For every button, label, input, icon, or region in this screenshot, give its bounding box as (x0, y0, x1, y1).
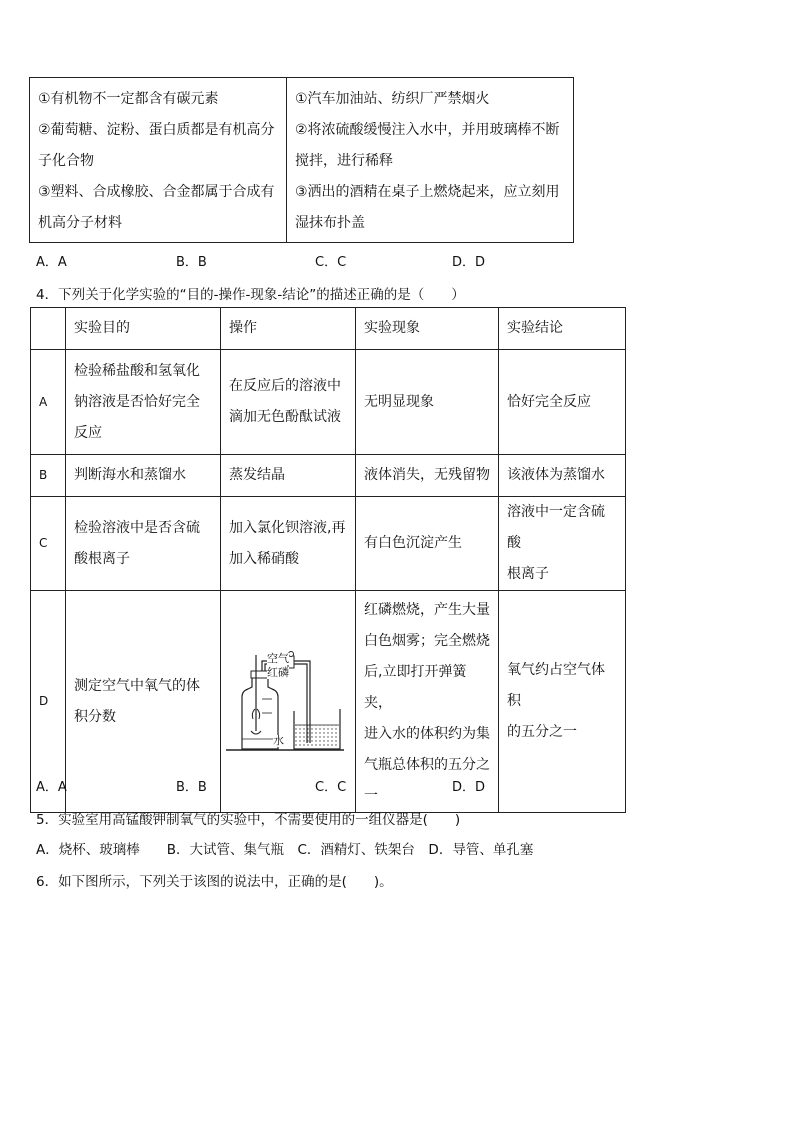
experiment-table (30, 307, 626, 813)
label-red-phosphorus: 红磷 (267, 665, 289, 679)
header-conclusion: 实验结论 (499, 308, 626, 350)
table-row (31, 497, 626, 591)
q4-stem: 4．下列关于化学实验的“目的-操作-现象-结论”的描述正确的是（ ） (36, 287, 465, 303)
flame-icon (252, 709, 255, 719)
statement-line: ①有机物不一定都含有碳元素 (38, 91, 219, 107)
cell-line: 后,立即打开弹簧夹， (364, 664, 467, 711)
statement-line: 搅拌，进行稀释 (295, 153, 393, 169)
purpose-cell: 判断海水和蒸馏水 (66, 455, 221, 497)
conclusion-cell (499, 591, 626, 813)
row-label: A (31, 350, 66, 455)
statement-line: ②葡萄糖、淀粉、蛋白质都是有机高分 (38, 122, 275, 138)
q4-option-a[interactable]: A．A (36, 780, 67, 795)
q3-option-b[interactable]: B．B (176, 255, 207, 270)
phenomenon-cell: 液体消失，无残留物 (356, 455, 499, 497)
beaker-water (295, 725, 339, 748)
cell-line: 钠溶液是否恰好完全 (74, 393, 200, 410)
cell-line: 反应 (74, 424, 102, 441)
clip-knob (289, 651, 294, 656)
row-label: D (31, 591, 66, 813)
purpose-cell (66, 497, 221, 591)
cell-line: 进入水的体积约为集 (364, 726, 490, 742)
phenomenon-cell (356, 350, 499, 455)
statement-line: ③洒出的酒精在桌子上燃烧起来，应立刻用 (295, 184, 560, 200)
cell-line: 酸根离子 (74, 550, 130, 567)
operation-cell: 蒸发结晶 (221, 455, 356, 497)
q5-stem: 5．实验室用高锰酸钾制氧气的实验中，不需要使用的一组仪器是( ) (36, 812, 461, 828)
table-row (31, 350, 626, 455)
cell-line: 白色烟雾；完全燃烧 (364, 633, 490, 649)
cell-line: 的五分之一 (507, 724, 577, 740)
cell-line: 检验溶液中是否含硫 (74, 519, 200, 536)
conclusion-cell (499, 350, 626, 455)
cell-line: 在反应后的溶液中 (229, 378, 341, 394)
label-air: 空气 (267, 651, 289, 665)
cell-line: 氧气约占空气体积 (507, 662, 605, 709)
cell-line: 根离子 (507, 566, 549, 582)
cell-line: 积分数 (74, 708, 116, 725)
statement-line: 机高分子材料 (38, 215, 122, 231)
statement-line: 子化合物 (38, 153, 94, 169)
q4-option-b[interactable]: B．B (176, 780, 207, 795)
q3-option-a[interactable]: A．A (36, 255, 67, 270)
statement-line: ①汽车加油站、纺织厂严禁烟火 (295, 91, 490, 107)
phenomenon-cell (356, 497, 499, 591)
cell-line: 加入稀硝酸 (229, 550, 299, 567)
header-operation: 操作 (221, 308, 356, 350)
operation-cell (221, 350, 356, 455)
cell-line: 测定空气中氧气的体 (74, 677, 200, 694)
spoon-cup (251, 731, 261, 734)
cell-line: 红磷燃烧，产生大量 (364, 602, 490, 618)
conclusion-cell: 该液体为蒸馏水 (499, 455, 626, 497)
cell-line: 恰好完全反应 (507, 393, 591, 410)
cell-line: 溶液中一定含硫酸 (507, 504, 605, 551)
table-row (31, 455, 626, 497)
header-purpose: 实验目的 (66, 308, 221, 350)
statements-left-cell (30, 78, 287, 243)
conclusion-cell (499, 497, 626, 591)
row-label: C (31, 497, 66, 591)
purpose-cell (66, 350, 221, 455)
cell-line: 加入氯化钡溶液,再 (229, 519, 346, 536)
q5-options[interactable]: A．烧杯、玻璃棒 B．大试管、集气瓶 C．酒精灯、铁架台 D．导管、单孔塞 (36, 842, 534, 858)
cell-line: 检验稀盐酸和氢氧化 (74, 362, 200, 379)
q3-option-c[interactable]: C．C (315, 255, 347, 270)
flame-icon (257, 709, 260, 719)
statement-line: ②将浓硫酸缓慢注入水中，并用玻璃棒不断 (295, 122, 560, 138)
cell-line: 滴加无色酚酞试液 (229, 409, 341, 425)
cell-line: 有白色沉淀产生 (364, 535, 462, 551)
q6-stem: 6．如下图所示，下列关于该图的说法中，正确的是( )。 (36, 874, 393, 890)
header-phenomenon: 实验现象 (356, 308, 499, 350)
statements-table (29, 77, 574, 243)
q3-option-d[interactable]: D．D (452, 255, 486, 270)
statement-line: 湿抹布扑盖 (295, 215, 365, 231)
operation-cell (221, 497, 356, 591)
header-empty (31, 308, 66, 350)
q4-option-c[interactable]: C．C (315, 780, 347, 795)
row-label: B (31, 455, 66, 497)
statements-right-cell (287, 78, 574, 243)
q4-option-d[interactable]: D．D (452, 780, 486, 795)
statement-line: ③塑料、合成橡胶、合金都属于合成有 (38, 184, 275, 200)
label-water: 水 (273, 733, 284, 747)
cell-line: 一 (364, 788, 378, 804)
cell-line: 无明显现象 (364, 393, 434, 410)
cell-line: 气瓶总体积的五分之 (364, 757, 490, 773)
